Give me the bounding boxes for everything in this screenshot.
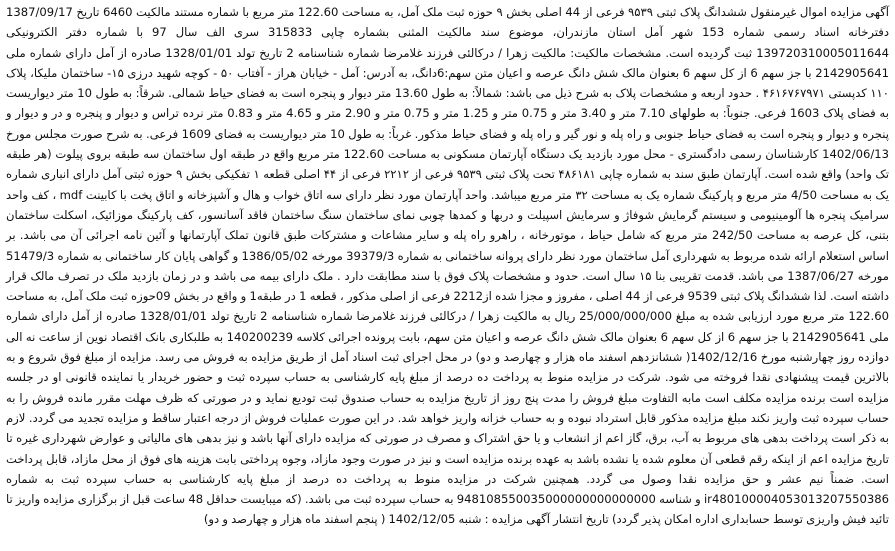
auction-notice-text: آگهی مزایده اموال غیرمنقول ششدانگ پلاک ثبتی ۹۵۳۹ فرعی از 44 اصلی بخش ۹ حوزه ثبت ملک آمل، به مساحت 122.60 متر مربع با شماره مستند مالکیت 6460 تاریخ 1387/09/17 دفترخانه اسناد رسمی شماره 153 شهر آمل استان مازندران، موضوع سند مالکیت المثنی بشماره چاپی 315833 سری الف سال 97 با شماره دفتر الکترونیکی 139720310005011644 ثبت گردیده است. مشخصات مالکیت: مالکیت زهرا / درکالئی فرزند غلامرضا شماره شناسنامه 2 تاریخ تولد 1328/01/01 صادره از آمل دارای شماره ملی 2142905641 با جز سهم 6 از کل سهم 6 بعنوان مالک شش دانگ عرصه و اعیان متن سهم:6دانگ، به آدرس: آمل - خیابان هراز - آفتاب ۵۰ - کوچه شهید درزی ۱۵- ساختمان ملیکا، پلاک ۱۱۰ کدپستی ۴۶۱۶۷۶۷۹۷۱ . حدود اربعه و مشخصات پلاک به شرح ذیل می باشد: شمالاً: به طول 13.60 متر دیوار و پنجره است به فضای حیاط شمالی. شرقاً: به طول 10 متر دیواریست به فضای پلاک 1603 فرعی. جنوباً: به طولهای 7.10 متر و 3.40 متر و 0.75 متر و 1.25 متر و 0.75 متر و 2.90 متر و 4.65 متر و 0.83 متر نرده تراس و دیوار و پنجره و در و دیوار و پنجره و دیوار و پنجره است به فضای حیاط جنوبی و راه پله و نور گیر و راه پله و فضای حیاط مذکور. غرباً: به طول 10 متر دیواریست به فضای 1609 فرعی. به شرح صورت مجلس مورخ 1402/06/13 کارشناسان رسمی دادگستری - محل مورد بازدید یک دستگاه آپارتمان مسکونی به مساحت 122.60 متر مربع واقع در طبقه اول ساختمان سه طبقه بروی پیلوت (هر طبقه تک واحد) واقع شده است. آپارتمان طبق سند به شماره چاپی ۴۸۶۱۸۱ تحت پلاک ثبتی ۹۵۳۹ فرعی از ۲۲۱۲ فرعی از ۴۴ اصلی قطعه ۱ تفکیکی بخش ۹ حوزه ثبتی آمل دارای انباری شماره یک به مساحت 4/50 متر مربع و پارکینگ شماره یک به مساحت ۳۲ متر مربع میباشد. واحد آپارتمان مورد نظر دارای سه اتاق خواب و هال و آشپزخانه و اتاق پخت با کابینت mdf ، کف واحد سرامیک پنجره ها آلومینیومی و سیستم گرمایش شوفاژ و سرمایش اسپیلت و دربها و کمدها چوبی نمای ساختمان سنگ ساختمان فاقد آسانسور، کف پارکینگ موزائیک، اسکلت ساختمان بتنی، کل عرصه به مساحت 242/50 متر مربع که شامل حیاط ، موتورخانه ، راهرو راه پله و سایر مشاعات و مشترکات طبق قانون تملک آپارتمانها و آئین نامه اجرائی آن می باشد. بر اساس استعلام ارائه شده مربوط به شهرداری آمل ساختمان مورد نظر دارای پروانه ساختمانی به شماره 39379/3 مورخه 1386/05/02 و گواهی پایان کار ساختمانی به شماره 51479/3 مورخه 1387/06/27 می باشد. قدمت تقریبی بنا ۱۵ سال است. حدود و مشخصات پلاک فوق با سند مطابقت دارد . ملک دارای بیمه می باشد و در زمان بازدید ملک در تصرف مالک قرار داشته است. لذا ششدانگ پلاک ثبتی 9539 فرعی از 44 اصلی ، مفروز و مجزا شده از2212 فرعی از اصلی مذکور ، قطعه 1 در طبقه1 و واقع در بخش 09حوزه ثبت ملک آمل، به مساحت 122.60 متر مربع مورد ارزیابی شده به مبلغ 25/000/000/000 ریال به مالکیت زهرا / درکالئی فرزند غلامرضا شماره شناسنامه 2 تاریخ تولد 1328/01/01 صادره از آمل دارای شماره ملی 2142905641 با جز سهم 6 از کل سهم 6 بعنوان مالک شش دانگ عرصه و اعیان متن سهم، بابت پرونده اجرائی کلاسه 140200239 به طلبکاری بانک اقتصاد نوین از ساعت نه الی دوازده روز چهارشنبه مورخ 1402/12/16( ششانزدهم اسفند ماه هزار و چهارصد و دو) در محل اجرای ثبت اسناد آمل از طریق مزایده به فروش می رسد. مزایده از مبلغ فوق شروع و به بالاترین قیمت پیشنهادی نقدا فروخته می شود. شرکت در مزایده منوط به پرداخت ده درصد از مبلغ پایه کارشناسی به حساب سپرده ثبت و حضور خریدار یا نماینده قانونی او در جلسه مزایده است برنده مزایده مکلف است مابه التفاوت مبلغ فروش را مدت پنج روز از تاریخ مزایده به حساب صندوق ثبت تودیع نماید و در صورتی که ظرف مهلت مقرر مانده فروش را به حساب سپرده ثبت واریز نکند مبلغ مزایده مذکور قابل استرداد نبوده و به حساب خزانه واریز خواهد شد. در این صورت عملیات فروش از درجه اعتبار ساقط و مزایده تجدید می گردد. لازم به ذکر است پرداخت بدهی های مربوط به آب، برق، گاز اعم از انشعاب و یا حق اشتراک و مصرف در صورتی که مزایده دارای آنها باشد و نیز بدهی های مالیاتی و عوارض شهرداری غیره تا تاریخ مزایده اعم از اینکه رقم قطعی آن معلوم شده یا نشده باشد به عهده برنده مزایده است و نیز در صورت وجود مازاد، وجوه پرداختی بابت هزینه های فوق از محل مازاد، قابل پرداخت است. ضمناً نیم عشر و حق مزایده نقدا وصول می گردد. همچنین شرکت در مزایده منوط به پرداخت ده درصد از مبلغ پایه کارشناسی به حساب سپرده ثبت به شماره ir480100004053013207550386 و شناسه 948108550035000000000000000 به حساب سپرده ثبت می باشد. (که میبایست حداقل 48 ساعت قبل از برگزاری مزایده واریز تا تائید فیش واریزی توسط حسابداری اداره امکان پذیر گردد) تاریخ انتشار آگهی مزایده : شنبه 1402/12/05 ( پنجم اسفند ماه هزار و چهارصد و دو) [6,5,890,527]
